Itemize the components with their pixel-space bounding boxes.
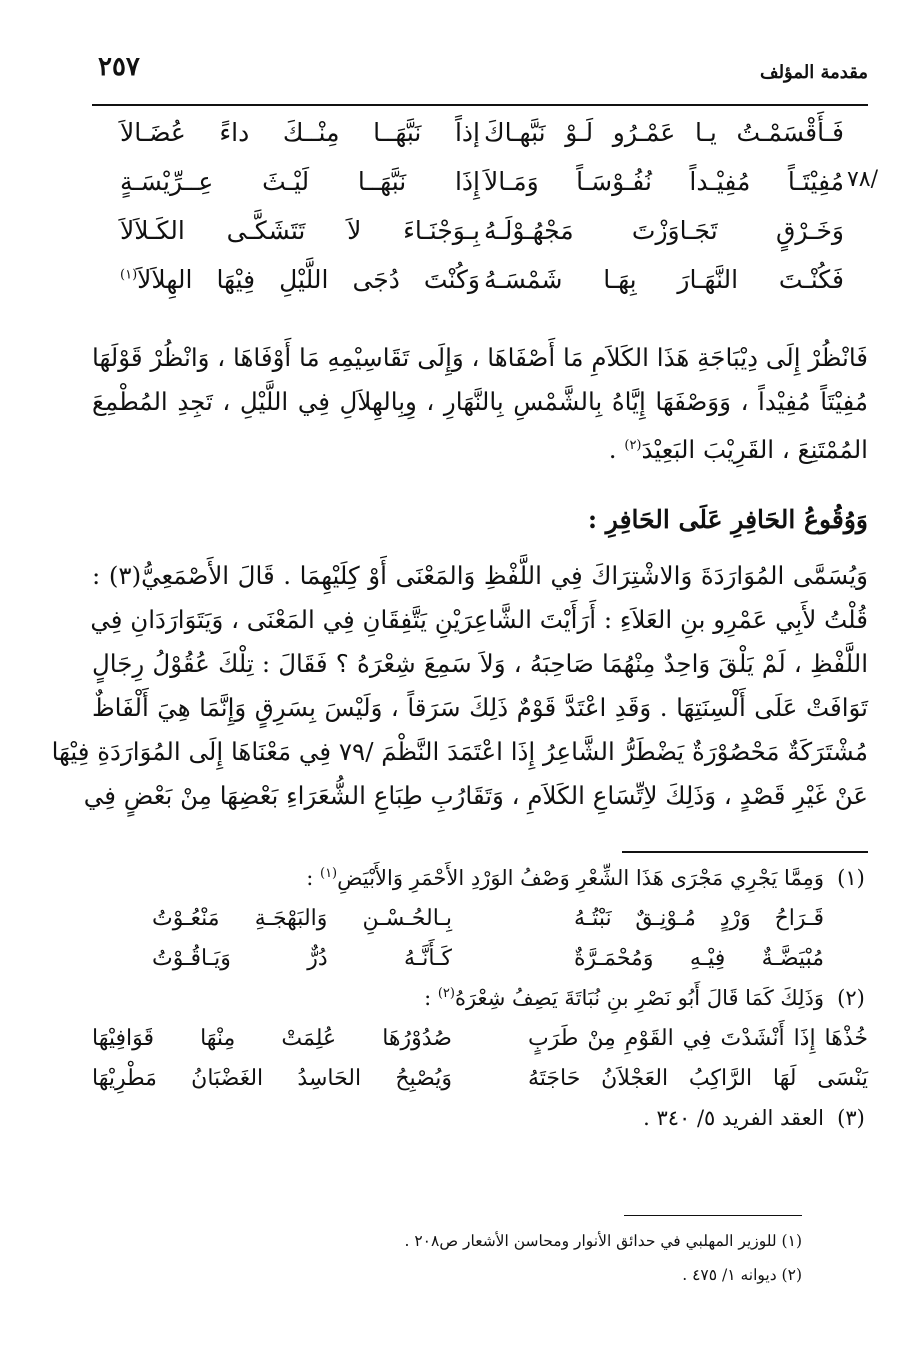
footnote-marker: (١): [120, 267, 138, 283]
note-item: [92, 866, 868, 906]
references-divider: [624, 1215, 802, 1216]
verse-second-hemistich: وَكُنْتَ دُجَى اللَّيْلِ فِيْهَا الهِلاَلاَ$^{(١)}$: [120, 265, 480, 294]
verse-line: [92, 167, 878, 216]
verse-second-hemistich: صُدُوْرُهَا عُلِمَتْ مِنْهَا قَوَافِيْهَا: [92, 1026, 452, 1051]
verse-first-hemistich: وَخَـرْقٍ تَجَـاوَزْتَ مَجْهُـوْلَـهُ: [484, 216, 844, 245]
verse-line: [92, 118, 868, 167]
text-line: مُشْتَرَكَةٌ مَحْصُوْرَةٌ يَضْطَرُّ الشَّاعِرُ إِذَا اعْتَمَدَ النَّظْمَ /٧٩ فِي مَعْنَاهَا إِلَى المُوَارَدَةِ فِيْهَا: [51, 737, 868, 766]
footnote-marker: (١): [319, 866, 338, 881]
verse-second-hemistich: وَيُصْبِحُ الحَاسِدُ الغَضْبَانُ مَطْرِيْهَا: [92, 1066, 452, 1091]
running-title: مقدمة المؤلف: [759, 62, 868, 83]
note-number: (٣): [837, 1106, 865, 1130]
text-line: مُفِيْتَاً مُفِيْداً ، وَوَصْفَهَا إِيَّاهُ بِالشَّمْسِ بِالنَّهَارِ ، وِبِالهِلاَلِ فِي اللَّيْلِ ، تَجِدِ المُطْمِعَ: [92, 387, 868, 416]
text-line: اللَّفْظِ ، لَمْ يَلْقَ وَاحِدٌ مِنْهُمَا صَاحِبَهُ ، وَلاَ سَمِعَ شِعْرَهُ ؟ فَقَالَ : تِلْكَ عُقُوْلُ رِجَالٍ: [92, 649, 868, 678]
note-verse: [92, 1026, 868, 1066]
page-header: [92, 52, 868, 100]
verse-second-hemistich: إِذَا نَبَّهَــا لَيْـثَ عِــرِّيْسَـةٍ: [120, 167, 480, 196]
heading-text: وَوُقُوعُ الحَافِرِ عَلَى الحَافِرِ :: [587, 505, 868, 534]
note-item: [92, 986, 868, 1026]
text-line: قُلْتُ لأَبِي عَمْرِو بنِ العَلاَءِ : أَرَأَيْتَ الشَّاعِرَيْنِ يَتَّفِقَانِ فِي المَعْنَى ، وَيَتَوَارَدَانِ فِي: [90, 605, 868, 634]
text-line: عَنْ غَيْرِ قَصْدٍ ، وَذَلِكَ لاِتِّسَاعِ الكَلاَمِ ، وَتَقَارُبِ طِبَاعِ الشُّعَرَاءِ بَعْضِهَا مِنْ بَعْضٍ فِي: [83, 781, 868, 810]
verse-second-hemistich: كَـأَنَّـهُ دُرٌّ وَيَـاقُـوْتُ: [152, 946, 452, 971]
poem-verses: [92, 118, 878, 314]
note-text: وَذَلِكَ كَمَا قَالَ أَبُو نَصْرِ بنِ نُبَاتَةَ يَصِفُ شِعْرَهُ$^{(٢)}$ :: [424, 986, 824, 1010]
notes-divider: [622, 851, 868, 853]
manuscript-folio-mark: /٧٨: [846, 167, 878, 192]
verse-first-hemistich: يَنْسَى لَهَا الرَّاكِبُ العَجْلاَنُ حَاجَتَهُ: [528, 1066, 868, 1091]
note-number: (٢): [837, 986, 865, 1010]
verse-first-hemistich: فَـأَقْسَمْـتُ يـا عَمْـرُو لَـوْ نَبَّهـاكَ: [484, 118, 844, 147]
verse-first-hemistich: خُذْهَا إِذَا أَنْشَدْتَ فِي القَوْمِ مِنْ طَرَبٍ: [528, 1026, 868, 1051]
verse-first-hemistich: مُبْيَضَّـةٌ فِيْـهِ وَمُحْمَـرَّةٌ: [574, 946, 824, 971]
text-line: فَانْظُرْ إِلَى دِيْبَاجَةِ هَذَا الكَلاَمِ مَا أَصْفَاهَا ، وَإِلَى تَقَاسِيْمِهِ مَا أَوْفَاهَا ، وَانْظُرْ قَوْلَهَا: [92, 343, 868, 372]
page-number: ٢٥٧: [98, 52, 140, 82]
header-rule: [92, 104, 868, 106]
footnote-marker: (٢): [437, 986, 455, 1001]
verse-second-hemistich: بِـالحُـسْـنِ وَالبَهْجَـةِ مَنْعُـوْتُ: [152, 906, 452, 931]
text-line: المُمْتَنِعَ ، القَرِيْبَ البَعِيْدَ$^{(٢)}$ .: [608, 435, 868, 465]
editor-notes: [92, 866, 868, 1146]
note-verse: [92, 906, 868, 946]
note-verse: [92, 1066, 868, 1106]
paragraph-commentary: [92, 336, 868, 468]
references: [200, 1232, 802, 1300]
verse-first-hemistich: فَكُنْـتَ النَّهَـارَ بِهَـا شَمْسَـهُ: [484, 265, 844, 294]
note-text: العقد الفريد ٥/ ٣٤٠ .: [643, 1106, 824, 1130]
paragraph-main: [51, 554, 868, 818]
verse-line: [92, 216, 868, 265]
reference-item: (١) للوزير المهلبي في حدائق الأنوار ومحاسن الأشعار ص٢٠٨ .: [404, 1232, 802, 1250]
verse-line: [92, 265, 868, 314]
note-verse: [92, 946, 868, 986]
note-text: وَمِمَّا يَجْرِي مَجْرَى هَذَا الشِّعْرِ وَصْفُ الوَرْدِ الأَحْمَرِ وَالأَبْيَضِ$^{(١)}$ :: [306, 866, 824, 890]
verse-first-hemistich: مُفِيْتَـاً مُفِيْـداً نُفُـوْسَـاً وَمَـالاَ: [484, 167, 844, 196]
verse-first-hemistich: قَـرَاحُ وَرْدٍ مُـوْنِـقٌ نَبْتُـهُ: [574, 906, 824, 931]
note-number: (١): [837, 866, 865, 890]
reference-item: (٢) ديوانه ١/ ٤٧٥ .: [682, 1266, 802, 1284]
text-line: تَوَافَتْ عَلَى أَلْسِنَتِهَا . وَقَدِ اعْتَدَّ قَوْمٌ ذَلِكَ سَرَقاً ، وَلَيْسَ بِسَرِقٍ وَإِنَّمَا هِيَ أَلْفَاظٌ: [92, 693, 868, 722]
verse-second-hemistich: بِـوَجْنَـاءَ لاَ تَتَشَكَّـى الكَـلاَلاَ: [120, 216, 480, 245]
section-heading: [92, 498, 868, 542]
note-item: [92, 1106, 868, 1146]
text-line: وَيُسَمَّى المُوَارَدَةَ وَالاشْتِرَاكَ فِي اللَّفْظِ وَالمَعْنَى أَوْ كِلَيْهِمَا . قَالَ الأَصْمَعِيُّ(٣) :: [92, 561, 868, 590]
footnote-marker: (٢): [624, 438, 642, 453]
verse-second-hemistich: إذاً نَبَّهَــا مِنْــكَ داءً عُضَـالاَ: [120, 118, 480, 147]
